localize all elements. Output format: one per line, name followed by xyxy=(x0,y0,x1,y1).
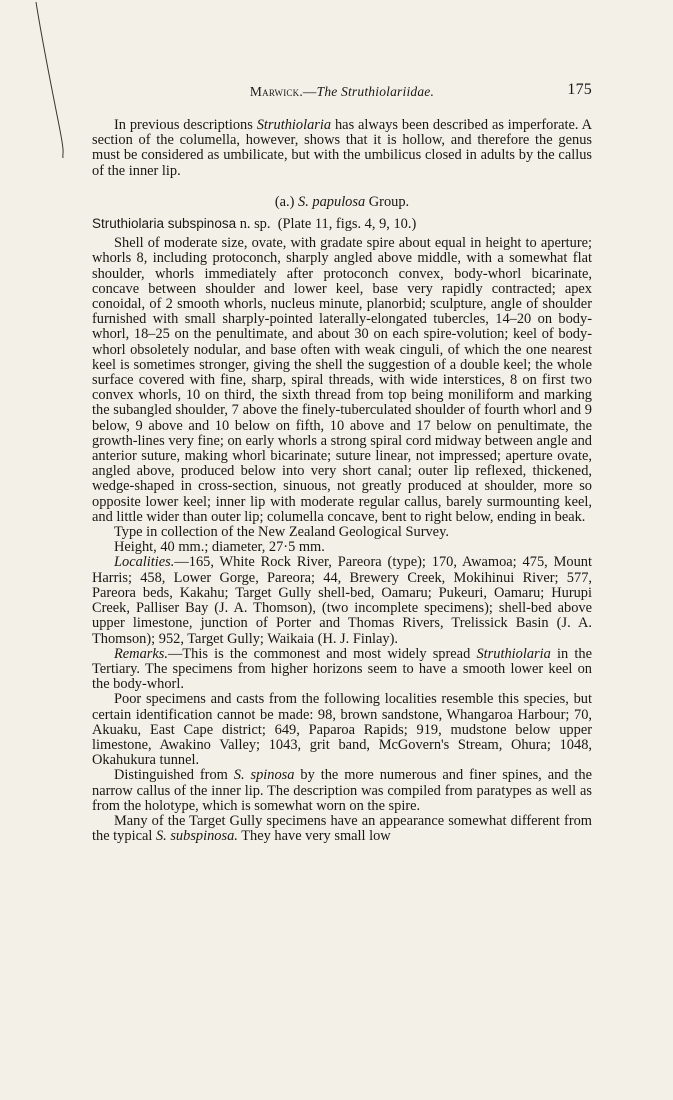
running-header xyxy=(92,81,592,106)
species-name: Struthiolaria subspinosa xyxy=(92,216,237,232)
header-title: The Struthiolariidae. xyxy=(316,84,435,99)
intro-paragraph: In previous descriptions Struthiolaria has always been described as imperforate. A section of the columella, however, shows that it is hollow, and therefore the genus must be considered as umbilicate, but with the umbilicus closed in adults by the callus of the inner lip. xyxy=(92,117,592,179)
species-status: n. sp. xyxy=(236,216,271,233)
target-gully-paragraph: Many of the Target Gully specimens have an appearance somewhat different from the typical S. subspinosa. They have very small low xyxy=(92,812,592,845)
remarks-paragraph: Remarks.—This is the commonest and most widely spread Struthiolaria in the Tertiary. The specimens from higher horizons seem to have a smooth lower keel on the body-whorl. xyxy=(92,645,592,693)
group-heading: (a.) S. papulosa Group. xyxy=(274,193,410,210)
description-paragraph: Shell of moderate size, ovate, with gradate spire about equal in height to aperture; whorls 8, including protoconch, sharply angled above middle, with a somewhat flat shoulder, whorls immediately after protoconch convex, body-whorl bicarinate, concave between shoulder and lower keel, base very rapidly contracted; apex conoidal, of 2 smooth whorls, nucleus minute, planorbid; sculpture, angle of shoulder furnished with small sharply-pointed laterally-elongated tubercles, 14–20 on body-whorl, 18–25 on the penultimate, and about 30 on each spire-volution; keel of body-whorl obsoletely nodular, and base often with weak cinguli, of which the one nearest keel is sometimes stronger, giving the shell the suggestion of a double keel; the whole surface covered with fine, sharp, spiral threads, with wide interstices, 8 on first two convex whorls, 10 on third, the sixth thread from top being moniliform and marking the subangled shoulder, 7 above the finely-tuberculated shoulder of fourth whorl and 9 below, 9 above and 10 below on fifth, 10 above and 17 below on penultimate, the growth-lines very fine; on early whorls a strong spiral cord midway between angle and anterior suture, making whorl bicarinate; suture linear, not impressed; aperture ovate, angled above, produced below into very short canal; outer lip reflexed, thickened, wedge-shaped in cross-section, sinuous, not greatly produced at shoulder, more so opposite lower keel; inner lip with moderate regular callus, barely surmounting keel, and little wider than outer lip; columella concave, bent to right below, ending in beak. xyxy=(92,235,592,525)
poor-specimens-paragraph: Poor specimens and casts from the following localities resemble this species, but certain identification cannot be made: 98, brown sandstone, Whangaroa Harbour; 70, Akuaku, East Cape district; 649, Paparoa Rapids; 919, mudstone below upper limestone, Awakino Valley; 1043, grit band, McGovern's Stream, Ohura; 1048, Okahukura tunnel. xyxy=(92,691,592,769)
plate-reference: (Plate 11, figs. 4, 9, 10.) xyxy=(277,216,417,233)
scan-edge-mark xyxy=(28,0,68,160)
species-heading xyxy=(92,216,592,232)
article-page xyxy=(92,81,592,845)
type-note: Type in collection of the New Zealand Geological Survey. xyxy=(114,524,449,541)
header-author: Marwick xyxy=(249,84,300,99)
distinguished-paragraph: Distinguished from S. spinosa by the more numerous and finer spines, and the narrow callus of the inner lip. The description was compiled from paratypes as well as from the holotype, which is somewhat worn on the spire. xyxy=(92,767,592,814)
page-number: 175 xyxy=(567,81,592,98)
dimensions: Height, 40 mm.; diameter, 27·5 mm. xyxy=(114,539,325,556)
header-separator: .— xyxy=(299,84,317,99)
localities-paragraph: Localities.—165, White Rock River, Pareora (type); 170, Awamoa; 475, Mount Harris; 458, Lower Gorge, Pareora; 44, Brewery Creek, Mokihinui River; 577, Pareora beds, Kakahu; Target Gully shell-bed, Oamaru; Pukeuri, Oamaru; Hurupi Creek, Palliser Bay (J. A. Thomson), (two incomplete specimens); shell-bed above upper limestone, junction of Porter and Thomas Rivers, Trelissick Basin (J. A. Thomson); 952, Target Gully; Waikaia (H. J. Finlay). xyxy=(92,554,592,647)
